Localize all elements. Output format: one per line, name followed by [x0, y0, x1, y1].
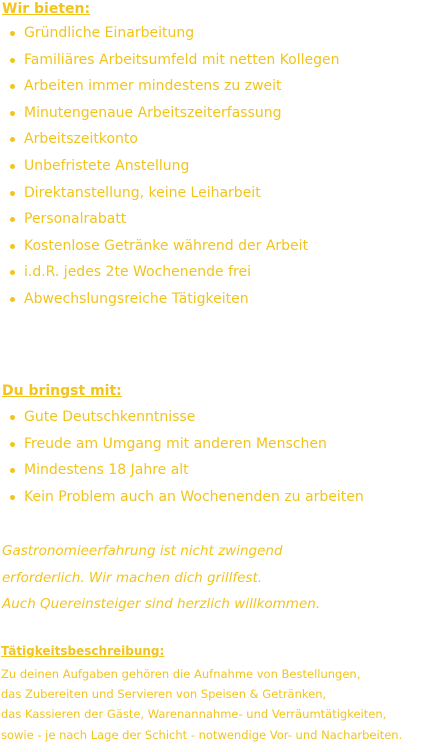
offer-heading: Wir bieten: — [2, 1, 91, 17]
list-item: Personalrabatt — [0, 206, 340, 233]
description-line: sowie - je nach Lage der Schicht - notwendige Vor- und Nacharbeiten. — [1, 727, 403, 742]
job-description-text — [1, 664, 402, 745]
list-item: Kostenlose Getränke während der Arbeit — [0, 233, 340, 260]
requirements-list — [0, 404, 364, 510]
experience-note — [2, 538, 320, 618]
description-line: Zu deinen Aufgaben gehören die Aufnahme von Bestellungen, — [1, 667, 361, 681]
list-item: Abwechslungsreiche Tätigkeiten — [0, 286, 340, 313]
description-line: das Zubereiten und Servieren von Speisen & Getränken, — [1, 687, 327, 702]
note-line: Auch Quereinsteiger sind herzlich willkommen. — [2, 596, 321, 612]
list-item: Kein Problem auch an Wochenenden zu arbeiten — [0, 484, 364, 511]
note-line: erforderlich. Wir machen dich grillfest. — [2, 569, 263, 586]
list-item: Arbeiten immer mindestens zu zweit — [0, 73, 340, 100]
list-item: Mindestens 18 Jahre alt — [0, 457, 364, 484]
job-description-heading: Tätigkeitsbeschreibung: — [1, 644, 165, 658]
offer-list — [0, 20, 340, 313]
list-item: Direktanstellung, keine Leiharbeit — [0, 180, 340, 207]
list-item: Arbeitszeitkonto — [0, 126, 340, 153]
list-item: Unbefristete Anstellung — [0, 153, 340, 180]
list-item: Minutengenaue Arbeitszeiterfassung — [0, 100, 340, 127]
list-item: Gute Deutschkenntnisse — [0, 404, 364, 431]
requirements-heading: Du bringst mit: — [2, 383, 122, 399]
list-item: Familiäres Arbeitsumfeld mit netten Kollegen — [0, 47, 340, 74]
list-item: Freude am Umgang mit anderen Menschen — [0, 431, 364, 458]
note-line: Gastronomieerfahrung ist nicht zwingend — [2, 543, 283, 559]
description-line: das Kassieren der Gäste, Warenannahme- und Verräumtätigkeiten, — [1, 707, 387, 722]
list-item: Gründliche Einarbeitung — [0, 20, 340, 47]
list-item: i.d.R. jedes 2te Wochenende frei — [0, 259, 340, 286]
